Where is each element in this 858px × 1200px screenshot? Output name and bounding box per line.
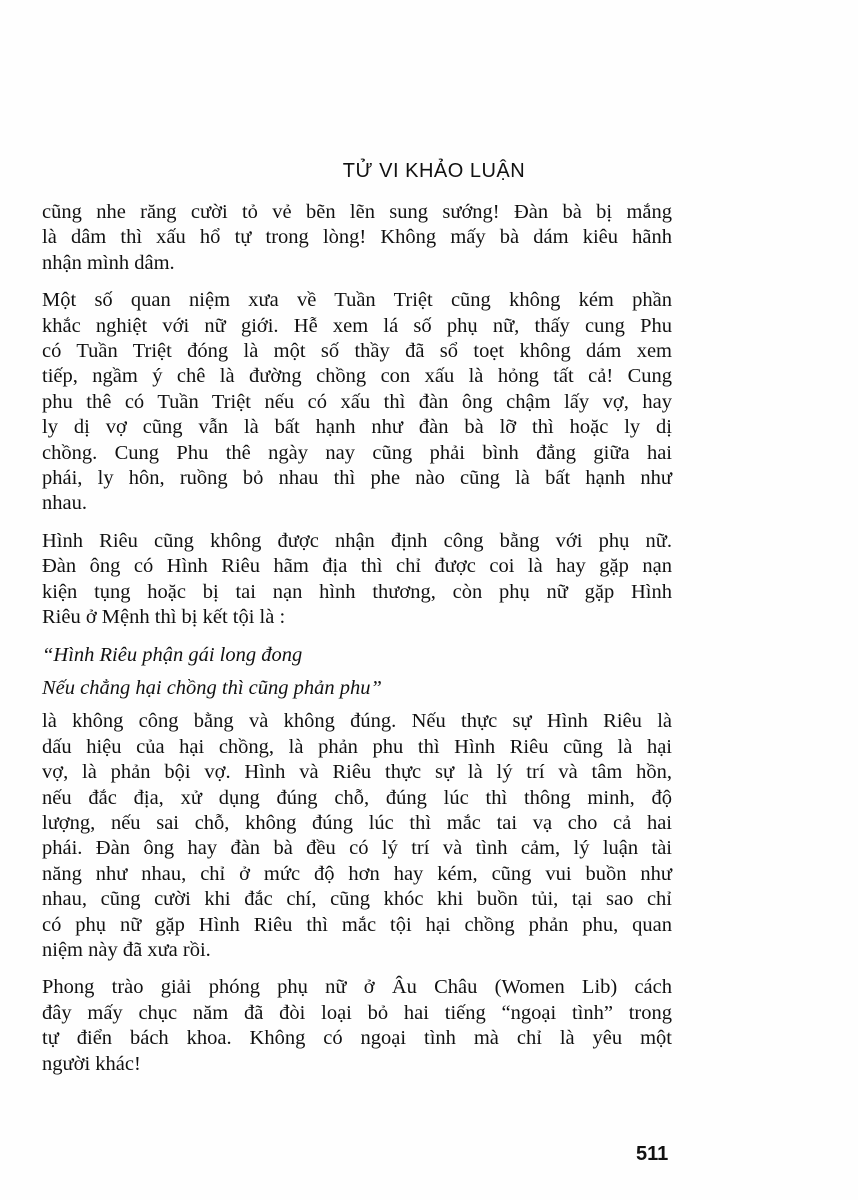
text-line: dấu hiệu của hại chồng, là phản phu thì Hình Riêu cũng là hại (42, 735, 672, 758)
text-line: “Hình Riêu phận gái long đong (42, 643, 303, 666)
text-line: đây mấy chục năm đã đòi loại bỏ hai tiếng “ngoại tình” trong (42, 1001, 672, 1024)
text-line: ly dị vợ cũng vẫn là bất hạnh như đàn bà lỡ thì hoặc ly dị (42, 416, 672, 439)
text-line: Phong trào giải phóng phụ nữ ở Âu Châu (Women Lib) cách (42, 976, 672, 999)
verse-line-2 (42, 676, 672, 701)
text-line: phái. Đàn ông hay đàn bà đều có lý trí và tình cảm, lý luận tài (42, 837, 672, 860)
text-line: chồng. Cung Phu thê ngày nay cũng phải bình đẳng giữa hai (42, 441, 672, 464)
text-line: Hình Riêu cũng không được nhận định công bằng với phụ nữ. (42, 529, 672, 552)
text-line: phái, ly hôn, ruồng bỏ nhau thì phe nào cũng là bất hạnh như (42, 467, 672, 490)
text-line: nhận mình dâm. (42, 251, 175, 274)
text-line: cũng nhe răng cười tỏ vẻ bẽn lẽn sung sướng! Đàn bà bị mắng (42, 201, 672, 223)
text-line: có phụ nữ gặp Hình Riêu thì mắc tội hại chồng phản phu, quan (42, 913, 672, 936)
paragraph-5 (42, 975, 672, 1077)
text-line: kiện tụng hoặc bị tai nạn hình thương, còn phụ nữ gặp Hình (42, 580, 672, 603)
text-line: năng như nhau, chỉ ở mức độ hơn hay kém, cũng vui buồn như (42, 862, 672, 885)
text-line: Đàn ông có Hình Riêu hãm địa thì chỉ được coi là hay gặp nạn (42, 555, 672, 578)
paragraph-4 (42, 709, 672, 963)
running-header: TỬ VI KHẢO LUẬN (342, 160, 526, 182)
text-line: có Tuần Triệt đóng là một số thầy đã sổ toẹt không dám xem (42, 340, 672, 363)
text-line: phu thê có Tuần Triệt nếu có xấu thì đàn ông chậm lấy vợ, hay (42, 390, 672, 413)
text-line: nhau. (42, 492, 87, 515)
text-line: người khác! (42, 1052, 141, 1075)
text-line: Riêu ở Mệnh thì bị kết tội là : (42, 606, 286, 629)
text-line: niệm này đã xưa rồi. (42, 938, 211, 961)
text-line: tự điển bách khoa. Không có ngoại tình mà chỉ là yêu một (42, 1027, 672, 1050)
text-line: Nếu chẳng hại chồng thì cũng phản phu” (42, 676, 382, 699)
text-line: lượng, nếu sai chỗ, không đúng lúc thì mắc tai vạ cho cả hai (42, 811, 672, 834)
text-line: nhau, cũng cười khi đắc chí, cũng khóc khi buồn tủi, tại sao chỉ (42, 888, 672, 911)
text-line: nếu đắc địa, xử dụng đúng chỗ, đúng lúc thì thông minh, độ (42, 786, 672, 809)
paragraph-1 (42, 200, 672, 276)
text-line: vợ, là phản bội vợ. Hình và Riêu thực sự là lý trí và tâm hồn, (42, 761, 672, 784)
text-line: tiếp, ngầm ý chê là đường chồng con xấu là hỏng tất cả! Cung (42, 365, 672, 388)
text-line: khắc nghiệt với nữ giới. Hễ xem lá số phụ nữ, thấy cung Phu (42, 314, 672, 337)
text-line: Một số quan niệm xưa về Tuần Triệt cũng không kém phần (42, 289, 672, 312)
paragraph-2 (42, 288, 672, 517)
page-number: 511 (636, 1143, 669, 1165)
verse-line-1 (42, 643, 672, 668)
paragraph-3 (42, 529, 672, 631)
body-text (42, 200, 672, 1089)
text-line: là dâm thì xấu hổ tự trong lòng! Không mấy bà dám kiêu hãnh (42, 226, 672, 249)
text-line: là không công bằng và không đúng. Nếu thực sự Hình Riêu là (42, 710, 672, 733)
